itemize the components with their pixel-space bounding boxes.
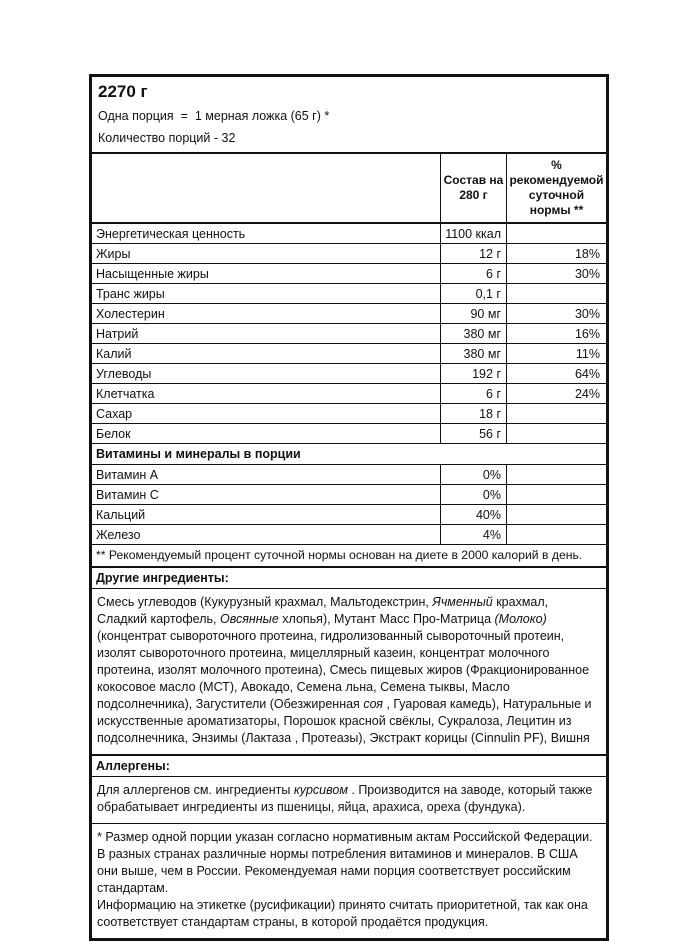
nutrient-value: 56 г: [440, 424, 506, 443]
nutrient-daily-value: 30%: [506, 304, 606, 323]
nutrient-name: Жиры: [96, 247, 131, 261]
nutrient-value: 90 мг: [440, 304, 506, 323]
nutrient-daily-value: [506, 404, 606, 423]
nutrient-name: Белок: [96, 427, 131, 441]
nutrient-value: 6 г: [440, 384, 506, 403]
vitamin-name: Кальций: [96, 508, 146, 522]
regulatory-notes: [92, 824, 606, 938]
nutrient-row: [92, 304, 606, 324]
nutrient-name: Насыщенные жиры: [96, 267, 209, 281]
servings-count-line: Количество порций - 32: [98, 131, 236, 145]
vitamin-daily-value: [506, 525, 606, 544]
serving-size-line: Одна порция = 1 мерная ложка (65 г) *: [98, 109, 330, 123]
vitamin-value: 4%: [440, 525, 506, 544]
vitamin-name: Железо: [96, 528, 141, 542]
column-header-composition: Состав на 280 г: [440, 154, 506, 222]
nutrient-name: Калий: [96, 347, 132, 361]
nutrient-row: [92, 224, 606, 244]
package-size: 2270 г: [98, 82, 148, 101]
nutrient-value: 380 мг: [440, 324, 506, 343]
column-header-empty: [92, 154, 440, 222]
nutrient-row: [92, 404, 606, 424]
nutrient-name: Энергетическая ценность: [96, 227, 246, 241]
nutrition-label: [89, 74, 609, 941]
serving-size-note: * Размер одной порции указан согласно нормативным актам Российской Федерации. В разных странах различные нормы потребления витаминов и минералов. В США они выше, чем в России. Рекомендуемая нами порция соответствует российским стандартам.: [97, 830, 593, 895]
nutrient-daily-value: [506, 224, 606, 243]
vitamin-row: [92, 525, 606, 544]
vitamin-name: Витамин С: [96, 488, 159, 502]
product-header: [92, 77, 606, 154]
nutrient-name: Сахар: [96, 407, 133, 421]
nutrient-daily-value: 11%: [506, 344, 606, 363]
label-priority-note: Информацию на этикетке (русификации) принято считать приоритетной, так как она соответствует стандартам страны, в которой продаётся продукция.: [97, 898, 588, 929]
nutrient-daily-value: 30%: [506, 264, 606, 283]
nutrient-daily-value: [506, 424, 606, 443]
vitamin-daily-value: [506, 465, 606, 484]
nutrient-value: 12 г: [440, 244, 506, 263]
nutrient-daily-value: 18%: [506, 244, 606, 263]
nutrient-value: 1100 ккал: [440, 224, 506, 243]
vitamin-rows: [92, 465, 606, 544]
nutrient-value: 6 г: [440, 264, 506, 283]
vitamins-section-header: Витамины и минералы в порции: [92, 443, 606, 465]
nutrient-name: Углеводы: [96, 367, 152, 381]
nutrient-value: 18 г: [440, 404, 506, 423]
nutrient-daily-value: 24%: [506, 384, 606, 403]
nutrient-row: [92, 244, 606, 264]
ingredients-section-header: Другие ингредиенты:: [92, 567, 606, 589]
nutrient-row: [92, 344, 606, 364]
nutrient-daily-value: [506, 284, 606, 303]
nutrient-value: 380 мг: [440, 344, 506, 363]
table-column-header: [92, 154, 606, 224]
nutrient-name: Холестерин: [96, 307, 165, 321]
nutrient-row: [92, 424, 606, 443]
nutrient-daily-value: 64%: [506, 364, 606, 383]
nutrient-row: [92, 324, 606, 344]
nutrient-row: [92, 364, 606, 384]
nutrient-name: Клетчатка: [96, 387, 155, 401]
nutrient-daily-value: 16%: [506, 324, 606, 343]
vitamin-value: 0%: [440, 485, 506, 504]
nutrient-row: [92, 384, 606, 404]
vitamin-value: 40%: [440, 505, 506, 524]
vitamin-row: [92, 465, 606, 485]
daily-value-footnote: ** Рекомендуемый процент суточной нормы основан на диете в 2000 калорий в день.: [92, 544, 606, 567]
nutrient-name: Транс жиры: [96, 287, 165, 301]
vitamin-row: [92, 485, 606, 505]
vitamin-value: 0%: [440, 465, 506, 484]
nutrient-name: Натрий: [96, 327, 139, 341]
vitamin-row: [92, 505, 606, 525]
nutrient-value: 192 г: [440, 364, 506, 383]
ingredients-text: Смесь углеводов (Кукурузный крахмал, Мальтодекстрин, Ячменный крахмал, Сладкий картофель, Овсянные хлопья), Мутант Масс Про-Матрица (Молоко) (концентрат сывороточного протеина, гидролизованный сывороточный протеин, изолят сывороточного протеина, мицеллярный казеин, концентрат молочного протеина, изолят молочного протеина), Смесь пищевых жиров (Фракционированное кокосовое масло (МСТ), Авокадо, Семена льна, Семена тыквы, Масло подсолнечника), Загустители (Обезжиренная соя , Гуаровая камедь), Натуральные и искусственные ароматизаторы, Порошок красной свёклы, Сукралоза, Лецитин из подсолнечника, Энзимы (Лактаза , Протеазы), Экстракт корицы (Cinnulin PF), Вишня: [92, 589, 606, 755]
allergens-section-header: Аллергены:: [92, 755, 606, 777]
column-header-daily-value: % рекомендуемой суточной нормы **: [506, 154, 606, 222]
vitamin-daily-value: [506, 485, 606, 504]
vitamin-name: Витамин А: [96, 468, 159, 482]
nutrient-value: 0,1 г: [440, 284, 506, 303]
nutrient-rows: [92, 224, 606, 443]
allergens-text: Для аллергенов см. ингредиенты курсивом . Производится на заводе, который также обрабатывает ингредиенты из пшеницы, яйца, арахиса, ореха (фундука).: [92, 777, 606, 824]
nutrient-row: [92, 284, 606, 304]
vitamin-daily-value: [506, 505, 606, 524]
nutrient-row: [92, 264, 606, 284]
